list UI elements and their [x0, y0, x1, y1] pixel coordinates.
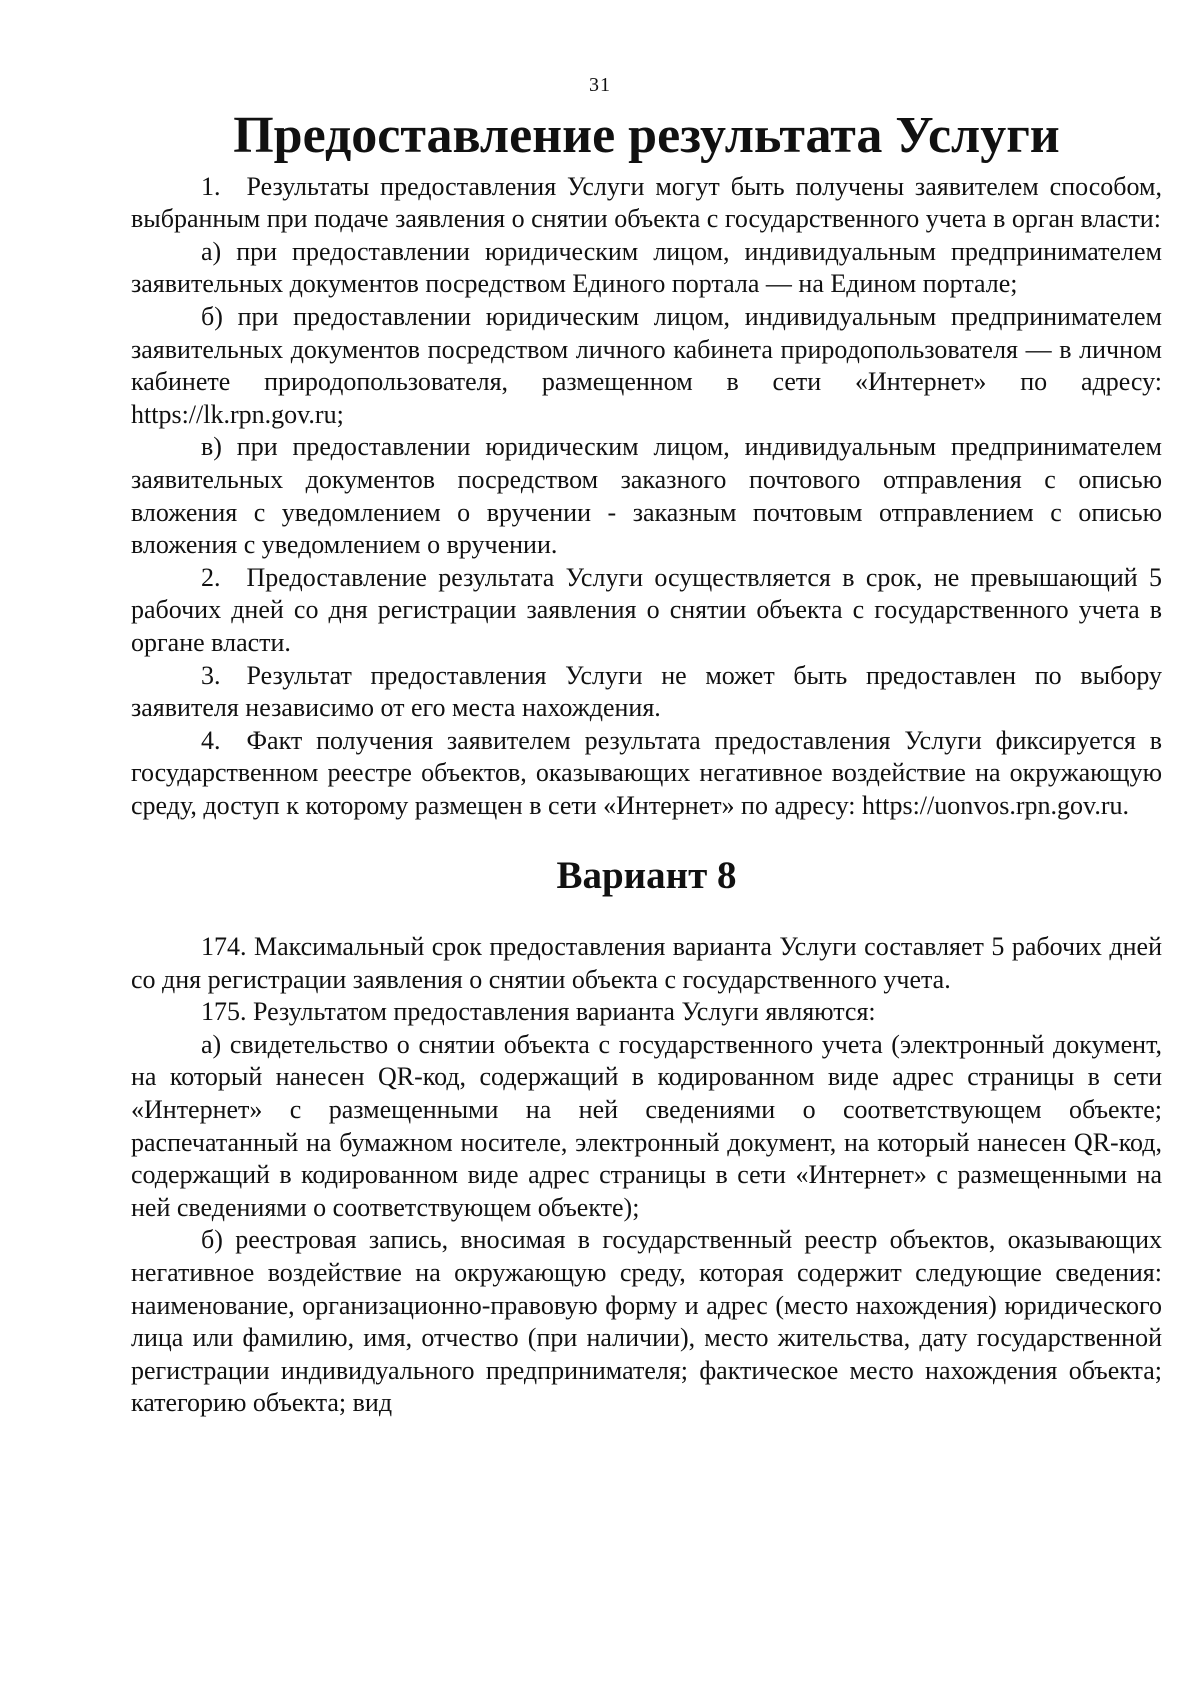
paragraph: а) свидетельство о снятии объекта с государственного учета (электронный документ, на который нанесен QR-код, содержащий в кодированном виде адрес страницы в сети «Интернет» с размещенными на ней сведениями о соответствующем объекте; распечатанный на бумажном носителе, электронный документ, на который нанесен QR-код, содержащий в кодированном виде адрес страницы в сети «Интернет» с размещенными на ней сведениями о соответствующем объекте); — [131, 1029, 1162, 1222]
variant-title: Вариант 8 — [556, 854, 737, 898]
paragraph: 4. Факт получения заявителем результата предоставления Услуги фиксируется в государственном реестре объектов, оказывающих негативное воздействие на окружающую среду, доступ к которому размещен в сети «Интернет» по адресу: https://uonvos.rpn.gov.ru. — [131, 725, 1162, 820]
paragraph: 174. Максимальный срок предоставления варианта Услуги составляет 5 рабочих дней со дня регистрации заявления о снятии объекта с государственного учета. — [131, 932, 1162, 994]
page-number: 31 — [589, 74, 611, 96]
paragraph: 1. Результаты предоставления Услуги могут быть получены заявителем способом, выбранным при подаче заявления о снятии объекта с государственного учета в орган власти: — [131, 171, 1162, 234]
document-body — [131, 107, 1162, 1420]
paragraph: в) при предоставлении юридическим лицом, индивидуальным предпринимателем заявительных документов посредством заказного почтового отправления с описью вложения с уведомлением о вручении - заказным почтовым отправлением с описью вложения с уведомлением о вручении. — [131, 432, 1162, 560]
paragraph: 2. Предоставление результата Услуги осуществляется в срок, не превышающий 5 рабочих дней со дня регистрации заявления о снятии объекта с государственного учета в органе власти. — [131, 562, 1162, 657]
paragraph: а) при предоставлении юридическим лицом, индивидуальным предпринимателем заявительных документов посредством Единого портала — на Едином портале; — [131, 236, 1162, 299]
paragraph: 3. Результат предоставления Услуги не может быть предоставлен по выбору заявителя независимо от его места нахождения. — [131, 660, 1162, 723]
paragraph: 175. Результатом предоставления варианта Услуги являются: — [201, 997, 876, 1027]
section-title: Предоставление результата Услуги — [233, 107, 1060, 164]
paragraph: б) реестровая запись, вносимая в государственный реестр объектов, оказывающих негативное воздействие на окружающую среду, которая содержит следующие сведения: наименование, организационно-правовую форму и адрес (место нахождения) юридического лица или фамилию, имя, отчество (при наличии), место жительства, дату государственной регистрации индивидуального предпринимателя; фактическое место нахождения объекта; категорию объекта; вид — [131, 1225, 1162, 1418]
paragraph: б) при предоставлении юридическим лицом, индивидуальным предпринимателем заявительных документов посредством личного кабинета природопользователя — в личном кабинете природопользователя, размещенном в сети «Интернет» по адресу: https://lk.rpn.gov.ru; — [131, 301, 1162, 429]
